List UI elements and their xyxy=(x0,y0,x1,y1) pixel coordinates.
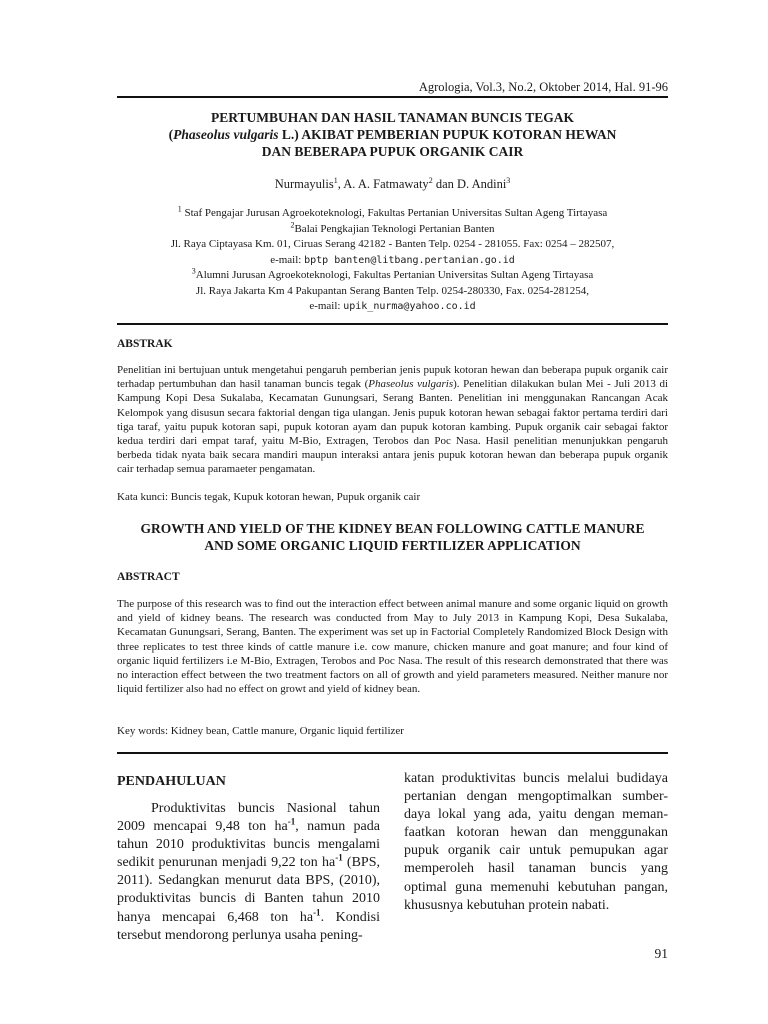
page-number: 91 xyxy=(654,946,668,961)
affiliation-line-1 xyxy=(117,206,668,222)
abstract-keywords: Key words: Kidney bean, Cattle manure, Organic liquid fertilizer xyxy=(117,725,404,737)
author-list xyxy=(117,177,668,192)
english-title xyxy=(117,520,668,554)
affiliation-line-5 xyxy=(117,268,668,284)
header-rule xyxy=(117,96,668,98)
unit-sup-2: -1 xyxy=(335,852,343,863)
abstract-heading: ABSTRACT xyxy=(117,571,180,583)
english-title-line-2: AND SOME ORGANIC LIQUID FERTILIZER APPLICATION xyxy=(204,538,581,553)
title-line-2-rest: L.) AKIBAT PEMBERIAN PUPUK KOTORAN HEWAN xyxy=(278,127,617,142)
section-heading: PENDAHULUAN xyxy=(117,774,226,789)
abstrak-text-a: Penelitian ini bertujuan untuk mengetahui pengaruh pemberian jenis pupuk kotoran hewan dan beberapa pupuk organik cair terhadap pertumbuhan dan hasil tanaman buncis tegak ( xyxy=(117,364,668,391)
email-label-1: e-mail: xyxy=(270,253,305,266)
abstrak-heading: ABSTRAK xyxy=(117,338,173,350)
intro-text-b: , namun pada tahun 2010 produktivitas buncis mengalami sedikit penurunan menjadi 9,22 ton ha xyxy=(117,819,380,871)
body-column-right xyxy=(404,770,668,915)
english-title-line-1: GROWTH AND YIELD OF THE KIDNEY BEAN FOLLOWING CATTLE MANURE xyxy=(140,521,645,536)
email-2: upik_nurma@yahoo.co.id xyxy=(343,301,476,312)
unit-sup-3: -1 xyxy=(313,906,321,917)
abstract-bottom-rule xyxy=(117,752,668,754)
body-column-left xyxy=(117,773,380,945)
intro-continuation: katan produktivitas buncis melalui budidaya pertanian dengan mengoptimalkan sumber-daya lokal yang ada, yaitu dengan meman-faatkan kotoran hewan dan menggunakan pupuk organik cair untuk pemupukan agar memperoleh hasil tanaman buncis yang optimal guna memenuhi kebutuhan pangan, khususnya kebutuhan protein nabati. xyxy=(404,771,668,913)
intro-text-a: Produktivitas buncis Nasional tahun 2009 mencapai 9,48 ton ha xyxy=(117,801,380,835)
affiliation-line-3: Jl. Raya Ciptayasa Km. 01, Ciruas Serang 42182 - Banten Telp. 0254 - 281055. Fax: 0254 – 282507, xyxy=(170,238,615,250)
abstrak-text-b: ). Penelitian dilakukan bulan Mei - Juli 2013 di Kampung Kopi Desa Sukalaba, Kecamatan Gunungsari, Serang Banten. Penelitian ini menggunakan Rancangan Acak Kelompok yang disusun secara faktorial dengan tiga ulangan. Jenis pupuk kotoran hewan sebagai faktor pertama terdiri dari tiga taraf, yaitu pupuk kotoran sapi, pupuk kotoran ayam dan pupuk kotoran kambing. Pupuk organik cair sebagai faktor kedua terdiri dari empat taraf, yaitu M-Bio, Extragen, Terobos dan Poc Nasa. Hasil penelitian menunjukkan pengaruh berbeda tidak nyata baik secara mandiri maupun interaksi antara jenis pupuk kotoran hewan dan beberapa pupuk organik cair terhadap semua paramaeter pengamatan. xyxy=(117,378,669,476)
title-species: Phaseolus vulgaris xyxy=(173,127,279,142)
title-line-2: (Phaseolus vulgaris L.) AKIBAT PEMBERIAN PUPUK KOTORAN HEWAN xyxy=(168,127,617,142)
unit-sup-1: -1 xyxy=(287,816,296,827)
affiliation-2-text: Balai Pengkajian Teknologi Pertanian Banten xyxy=(294,222,495,235)
paper-title xyxy=(117,109,668,160)
author-2: , A. A. Fatmawaty xyxy=(337,177,429,191)
title-line-3: DAN BEBERAPA PUPUK ORGANIK CAIR xyxy=(261,144,524,159)
abstrak-keywords: Kata kunci: Buncis tegak, Kupuk kotoran hewan, Pupuk organik cair xyxy=(117,491,421,503)
intro-text-d: . Kondisi tersebut mendorong perlunya usaha pening- xyxy=(117,909,380,943)
affiliation-line-7 xyxy=(117,299,668,315)
abstrak-text xyxy=(117,363,668,477)
author-1: Nurmayulis xyxy=(274,177,334,191)
affiliation-1-sup: 1 xyxy=(177,204,182,214)
affiliation-line-6: Jl. Raya Jakarta Km 4 Pakupantan Serang Banten Telp. 0254-280330, Fax. 0254-281254, xyxy=(195,284,590,297)
abstract-top-rule xyxy=(117,323,668,325)
affiliation-3-sup: 3 xyxy=(191,266,196,276)
email-1: bptp banten@litbang.pertanian.go.id xyxy=(304,254,515,266)
author-2-sup: 2 xyxy=(428,175,433,185)
intro-paragraph xyxy=(117,800,380,945)
affiliation-line-2 xyxy=(117,219,668,238)
affiliation-3-text: Alumni Jurusan Agroekoteknologi, Fakultas Pertanian Universitas Sultan Ageng Tirtayasa xyxy=(195,269,594,281)
title-line-1: PERTUMBUHAN DAN HASIL TANAMAN BUNCIS TEGAK xyxy=(211,110,574,125)
abstrak-species: Phaseolus vulgaris xyxy=(368,378,454,391)
affiliations xyxy=(117,206,668,315)
author-1-sup: 1 xyxy=(333,175,338,185)
email-label-2: e-mail: xyxy=(309,300,344,312)
author-3: dan D. Andini xyxy=(432,177,507,191)
author-3-sup: 3 xyxy=(506,175,511,185)
affiliation-line-4 xyxy=(117,253,668,269)
journal-header: Agrologia, Vol.3, No.2, Oktober 2014, Hal. 91-96 xyxy=(418,80,668,94)
intro-text-c: (BPS, 2011). Sedangkan menurut data BPS, (2010), produktivitas buncis di Banten tahun 2010 hanya mencapai 6,468 ton ha xyxy=(117,855,380,925)
affiliation-1-text: Staf Pengajar Jurusan Agroekoteknologi, Fakultas Pertanian Universitas Sultan Ageng Tirtayasa xyxy=(181,207,608,219)
affiliation-2-sup: 2 xyxy=(290,219,295,229)
abstract-text: The purpose of this research was to find out the interaction effect between animal manure and some organic liquid on growth and yield of kidney beans. The research was conducted from May to July 2013 in Kampung Kopi, Desa Sukalaba, Kecamatan Gunungsari, Serang, Banten. The experiment was set up in Factorial Completely Randomized Block Design with three replicates to test three kinds of cattle manure i.e. cow manure, chicken manure and goat manure; and four kind of organic liquid fertilizers i.e M-Bio, Extragen, Terobos and Poc Nasa. The result of this research demonstrated that there was no interaction effect between the two treatment factors on all of growth and yield parameters measured. Neither manure nor liquid fertilizer also had no effect on growt and yield of kidney bean. xyxy=(117,598,668,696)
